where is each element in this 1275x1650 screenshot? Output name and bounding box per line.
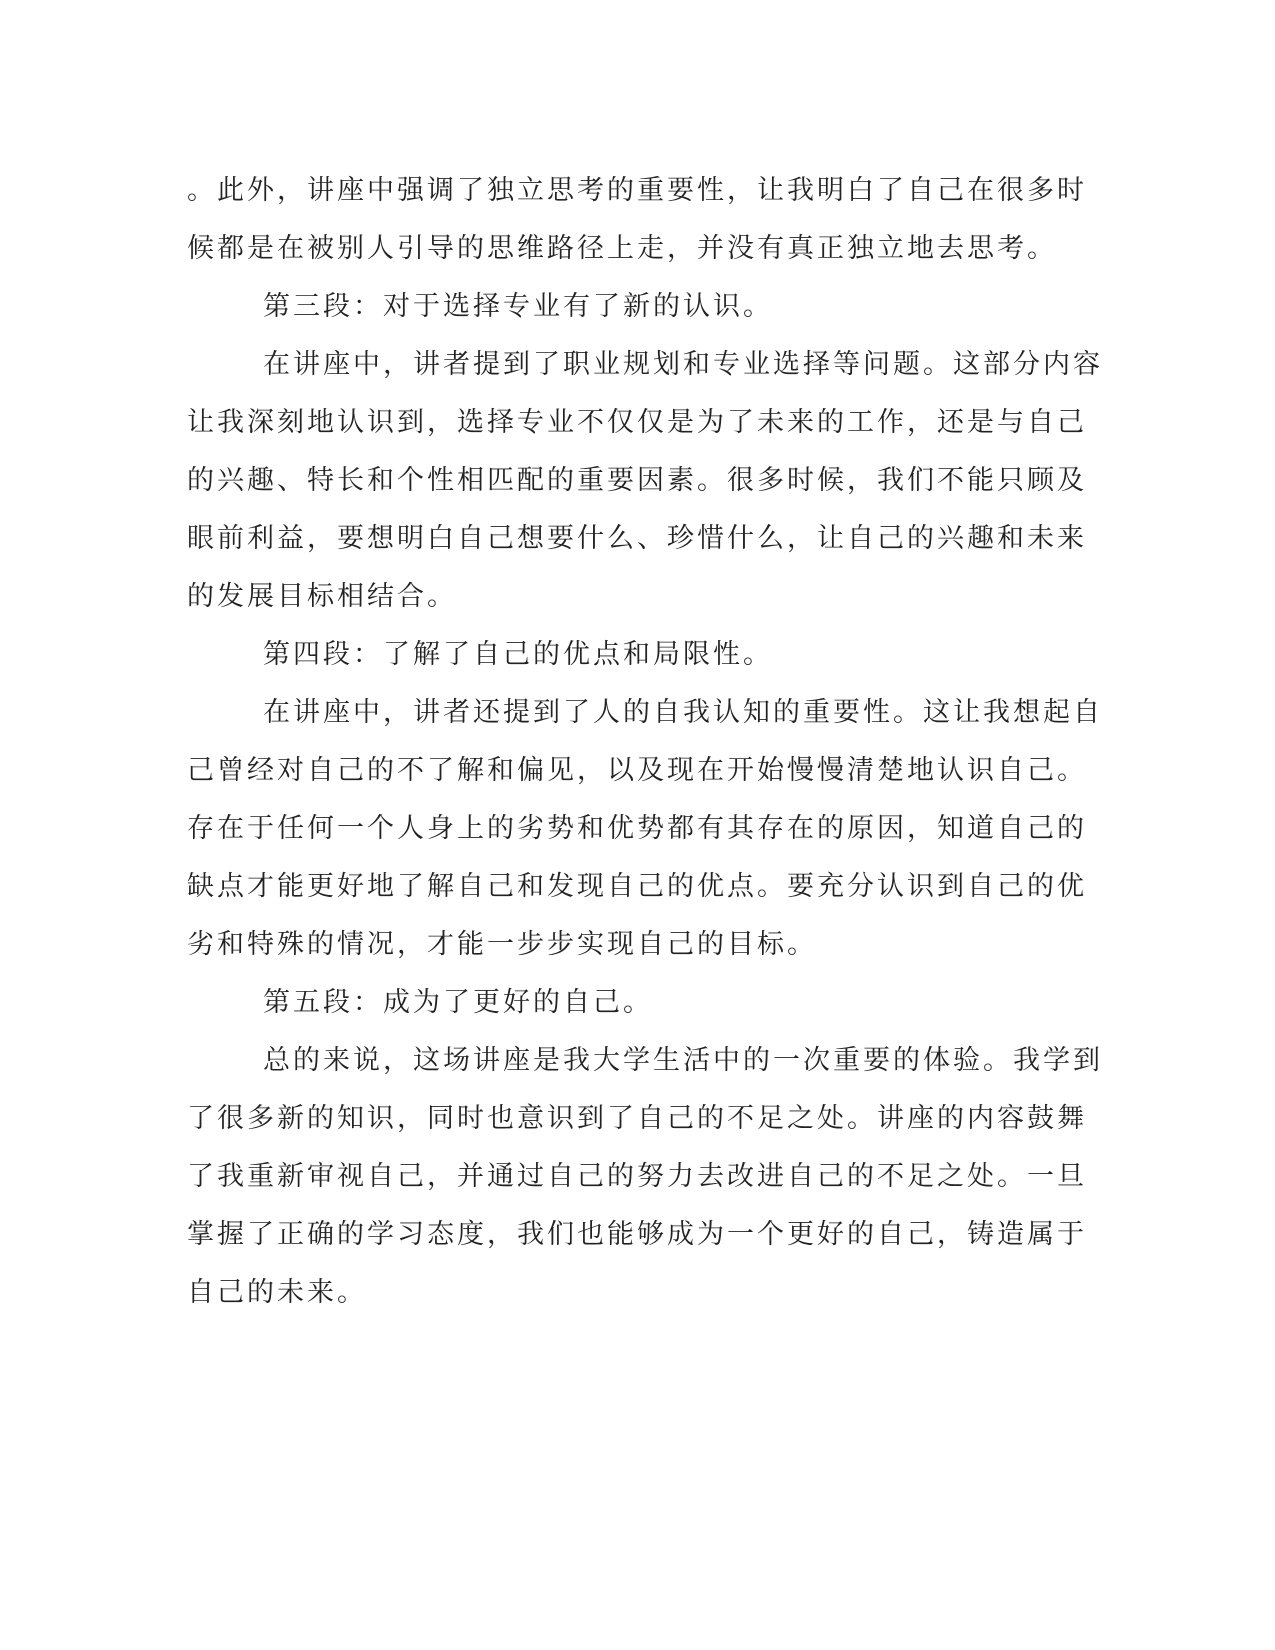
text-line: 劣和特殊的情况，才能一步步实现自己的目标。 (187, 929, 817, 960)
text-line: 存在于任何一个人身上的劣势和优势都有其存在的原因，知道自己的 (187, 813, 1087, 844)
text-line: 让我深刻地认识到，选择专业不仅仅是为了未来的工作，还是与自己 (187, 407, 1087, 438)
text-line: 了我重新审视自己，并通过自己的努力去改进自己的不足之处。一旦 (187, 1161, 1087, 1192)
text-line: 在讲座中，讲者还提到了人的自我认知的重要性。这让我想起自 (263, 697, 1103, 728)
text-line: 缺点才能更好地了解自己和发现自己的优点。要充分认识到自己的优 (187, 871, 1087, 902)
text-line: 己曾经对自己的不了解和偏见，以及现在开始慢慢清楚地认识自己。 (187, 755, 1087, 786)
text-line: 候都是在被别人引导的思维路径上走，并没有真正独立地去思考。 (187, 233, 1057, 264)
text-line: 自己的未来。 (187, 1277, 367, 1308)
section-heading: 第三段：对于选择专业有了新的认识。 (263, 291, 773, 322)
text-line: 眼前利益，要想明白自己想要什么、珍惜什么，让自己的兴趣和未来 (187, 523, 1087, 554)
section-heading: 第五段：成为了更好的自己。 (263, 987, 653, 1018)
section-heading: 第四段：了解了自己的优点和局限性。 (263, 639, 773, 670)
text-line: 总的来说，这场讲座是我大学生活中的一次重要的体验。我学到 (263, 1045, 1103, 1076)
text-line: 在讲座中，讲者提到了职业规划和专业选择等问题。这部分内容 (263, 349, 1103, 380)
text-line: 了很多新的知识，同时也意识到了自己的不足之处。讲座的内容鼓舞 (187, 1103, 1087, 1134)
text-line: 掌握了正确的学习态度，我们也能够成为一个更好的自己，铸造属于 (187, 1219, 1087, 1250)
text-line: 。此外，讲座中强调了独立思考的重要性，让我明白了自己在很多时 (187, 175, 1087, 206)
text-line: 的兴趣、特长和个性相匹配的重要因素。很多时候，我们不能只顾及 (187, 465, 1087, 496)
document-body (187, 162, 1103, 1322)
text-line: 的发展目标相结合。 (187, 581, 457, 612)
